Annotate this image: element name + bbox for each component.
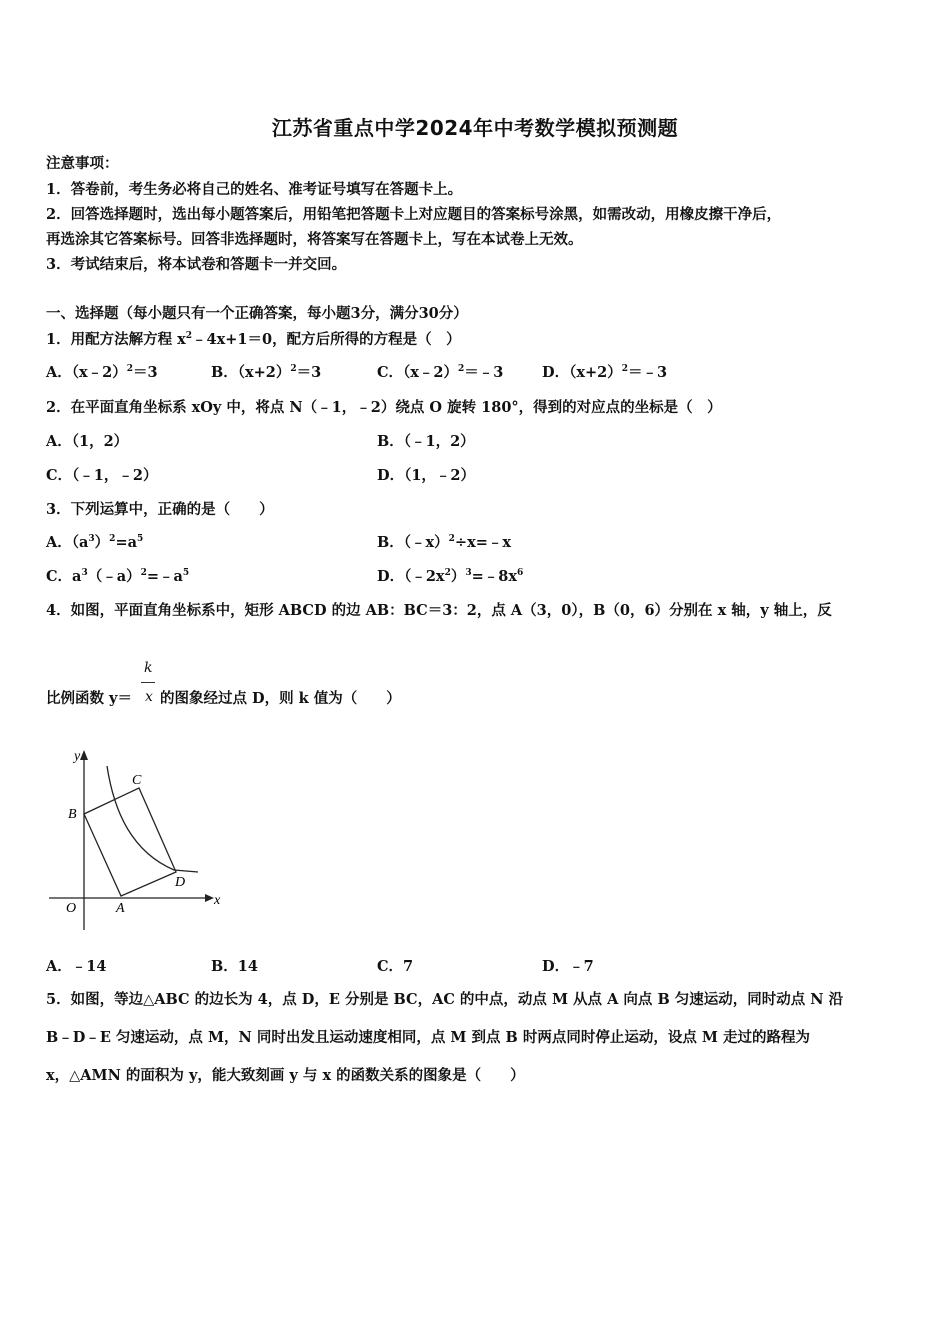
q4-option-c[interactable]: C．7 (377, 958, 414, 975)
q3-option-b[interactable]: B．（﹣x）$^2$÷x=﹣x (377, 534, 512, 551)
q4-option-a[interactable]: A．﹣14 (46, 958, 107, 975)
fraction-denominator: x (145, 689, 153, 705)
label-x: x (214, 893, 221, 908)
q4-coordinate-figure (44, 742, 234, 937)
q4-option-d[interactable]: D．﹣7 (542, 958, 594, 975)
question-3-stem: 3．下列运算中，正确的是（ ） (46, 501, 274, 518)
question-4-stem-line1: 4．如图，平面直角坐标系中，矩形 ABCD 的边 AB：BC＝3：2，点 A（3，0），B（0，6）分别在 x 轴，y 轴上，反 (46, 602, 832, 619)
note-item: 再选涂其它答案标号。回答非选择题时，将答案写在答题卡上，写在本试卷上无效。 (46, 231, 583, 248)
note-item: 2．回答选择题时，选出每小题答案后，用铅笔把答题卡上对应题目的答案标号涂黑，如需改动，用橡皮擦干净后， (46, 206, 782, 223)
question-5-line1: 5．如图，等边△ABC 的边长为 4，点 D，E 分别是 BC，AC 的中点，动点 M 从点 A 向点 B 匀速运动，同时动点 N 沿 (46, 991, 844, 1008)
label-y: y (74, 749, 81, 764)
fraction-numerator: k (144, 660, 153, 676)
q3-option-a[interactable]: A．$(a^3)^2=a^5$ (46, 534, 144, 551)
label-b: B (68, 807, 77, 822)
q2-option-a[interactable]: A．（1，2） (46, 433, 129, 450)
q1-option-a[interactable]: A．（x﹣2）$^2$＝3 (46, 364, 158, 381)
notes-heading: 注意事项： (46, 155, 119, 172)
note-item: 3．考试结束后，将本试卷和答题卡一并交回。 (46, 256, 347, 273)
q3-option-c[interactable]: C．$a^3(﹣a)^2=﹣a^5$ (46, 568, 190, 585)
question-5-line3: x，△AMN 的面积为 y，能大致刻画 y 与 x 的函数关系的图象是（ ） (46, 1067, 525, 1084)
q1-option-c[interactable]: C．（x﹣2）$^2$＝﹣3 (377, 364, 504, 381)
question-4-stem-line2b: 的图象经过点 D，则 k 值为（ ） (160, 690, 401, 707)
q1-option-d[interactable]: D．$(x+2)^2=﹣3$ (542, 364, 668, 381)
label-d: D (175, 875, 186, 890)
question-2-stem: 2．在平面直角坐标系 xOy 中，将点 N（﹣1，﹣2）绕点 O 旋转 180°，得到的对应点的坐标是（ ） (46, 399, 722, 416)
page-title: 江苏省重点中学2024年中考数学模拟预测题 (271, 116, 679, 140)
question-1-stem: 1．用配方法解方程 $x^2﹣4x+1=0$，配方后所得的方程是（ ） (46, 331, 461, 348)
q2-option-c[interactable]: C．（﹣1，﹣2） (46, 467, 158, 484)
question-4-stem-line2a: 比例函数 y＝ (46, 690, 132, 707)
question-5-line2: B﹣D﹣E 匀速运动，点 M，N 同时出发且运动速度相同，点 M 到点 B 时两点同时停止运动，设点 M 走过的路程为 (46, 1029, 810, 1046)
section-heading: 一、选择题（每小题只有一个正确答案，每小题3分，满分30分） (46, 305, 468, 322)
q2-option-d[interactable]: D．（1，﹣2） (377, 467, 476, 484)
q3-option-d[interactable]: D．$(﹣2x^2)^3=﹣8x^6$ (377, 568, 524, 585)
q4-option-b[interactable]: B．14 (211, 958, 258, 975)
note-item: 1．答卷前，考生务必将自己的姓名、准考证号填写在答题卡上。 (46, 181, 463, 198)
q1-option-b[interactable]: B．$(x+2)^2=3$ (211, 364, 322, 381)
label-c: C (132, 773, 142, 788)
label-a: A (116, 901, 125, 916)
q2-option-b[interactable]: B．（﹣1，2） (377, 433, 475, 450)
fraction-bar (141, 682, 155, 683)
label-o: O (66, 901, 77, 916)
